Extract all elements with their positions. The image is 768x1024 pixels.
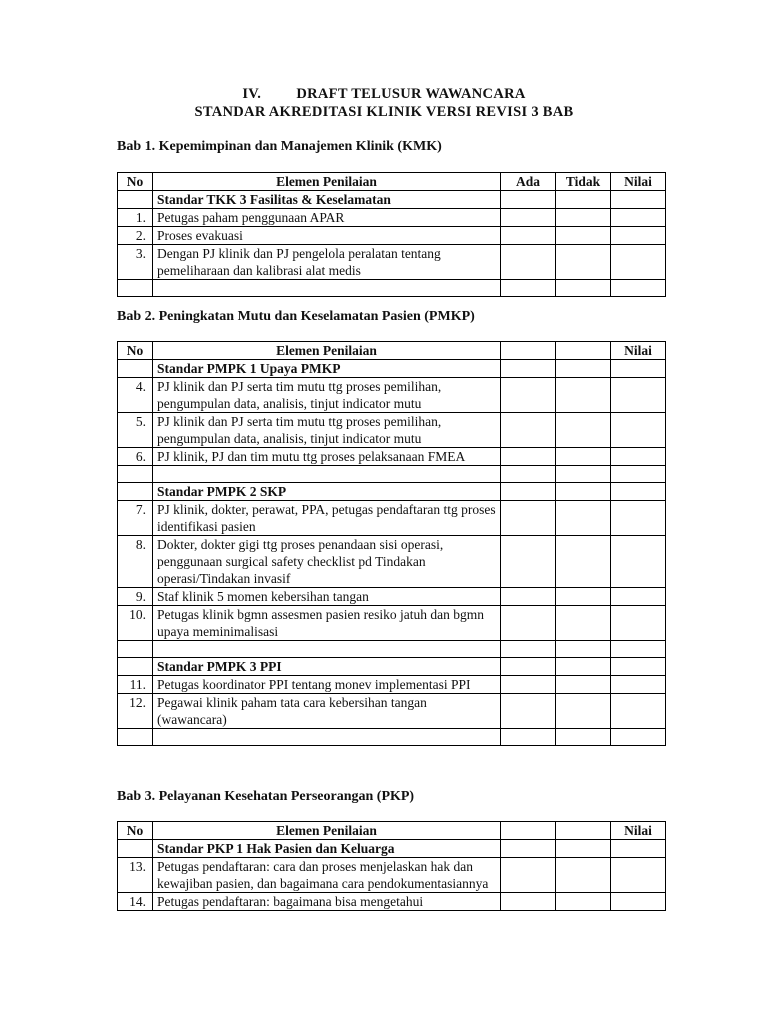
blank-row (118, 280, 666, 297)
row-text: Dokter, dokter gigi ttg proses penandaan sisi operasi, penggunaan surgical safety checklist pd Tindakan operasi/Tindakan invasif (153, 536, 501, 588)
bab1-table (117, 172, 666, 297)
col-nilai-header: Nilai (611, 173, 666, 191)
standard-label: Standar PMPK 3 PPI (153, 658, 501, 676)
nilai-cell[interactable] (611, 209, 666, 227)
table-row (118, 694, 666, 729)
nilai-cell[interactable] (611, 501, 666, 536)
row-number: 7. (118, 501, 153, 536)
row-text: PJ klinik dan PJ serta tim mutu ttg proses pemilihan, pengumpulan data, analisis, tinjut indicator mutu (153, 378, 501, 413)
table-header-row (118, 342, 666, 360)
row-text: PJ klinik dan PJ serta tim mutu ttg proses pemilihan, pengumpulan data, analisis, tinjut indicator mutu (153, 413, 501, 448)
nilai-cell[interactable] (611, 245, 666, 280)
blank-row (118, 466, 666, 483)
standard-label: Standar PMPK 2 SKP (153, 483, 501, 501)
table-header-row (118, 822, 666, 840)
col-no-header: No (118, 173, 153, 191)
row-text: Proses evakuasi (153, 227, 501, 245)
score-cell[interactable] (501, 378, 556, 413)
table-row (118, 448, 666, 466)
nilai-cell[interactable] (611, 536, 666, 588)
row-number: 8. (118, 536, 153, 588)
bab2-table (117, 341, 666, 746)
bab3-table (117, 821, 666, 911)
row-number: 14. (118, 893, 153, 911)
score-cell[interactable] (501, 694, 556, 729)
row-text: Petugas paham penggunaan APAR (153, 209, 501, 227)
tidak-cell[interactable] (556, 209, 611, 227)
score-cell[interactable] (556, 676, 611, 694)
standard-row (118, 483, 666, 501)
standard-row (118, 191, 666, 209)
tidak-cell[interactable] (556, 227, 611, 245)
row-text: Dengan PJ klinik dan PJ pengelola peralatan tentang pemeliharaan dan kalibrasi alat medis (153, 245, 501, 280)
row-number: 4. (118, 378, 153, 413)
score-cell[interactable] (501, 893, 556, 911)
col-blank-header (501, 342, 556, 360)
row-number: 9. (118, 588, 153, 606)
col-blank-header (501, 822, 556, 840)
score-cell[interactable] (556, 413, 611, 448)
score-cell[interactable] (556, 893, 611, 911)
nilai-cell[interactable] (611, 606, 666, 641)
score-cell[interactable] (556, 858, 611, 893)
col-nilai-header: Nilai (611, 342, 666, 360)
table-row (118, 676, 666, 694)
row-number: 2. (118, 227, 153, 245)
score-cell[interactable] (501, 588, 556, 606)
score-cell[interactable] (556, 501, 611, 536)
row-number: 10. (118, 606, 153, 641)
col-no-header: No (118, 342, 153, 360)
document-title (0, 86, 768, 103)
ada-cell[interactable] (501, 227, 556, 245)
col-nilai-header: Nilai (611, 822, 666, 840)
row-number: 6. (118, 448, 153, 466)
row-number: 1. (118, 209, 153, 227)
document-subtitle: STANDAR AKREDITASI KLINIK VERSI REVISI 3 BAB (194, 104, 574, 120)
row-text: PJ klinik, dokter, perawat, PPA, petugas pendaftaran ttg proses identifikasi pasien (153, 501, 501, 536)
score-cell[interactable] (501, 448, 556, 466)
table-header-row (118, 173, 666, 191)
col-blank-header (556, 822, 611, 840)
nilai-cell[interactable] (611, 858, 666, 893)
row-text: PJ klinik, PJ dan tim mutu ttg proses pelaksanaan FMEA (153, 448, 501, 466)
table-row (118, 536, 666, 588)
row-number: 5. (118, 413, 153, 448)
nilai-cell[interactable] (611, 413, 666, 448)
table-row (118, 413, 666, 448)
nilai-cell[interactable] (611, 378, 666, 413)
table-row (118, 893, 666, 911)
score-cell[interactable] (501, 501, 556, 536)
standard-row (118, 840, 666, 858)
row-text: Petugas pendaftaran: bagaimana bisa mengetahui (153, 893, 501, 911)
row-text: Petugas klinik bgmn assesmen pasien resiko jatuh dan bgmn upaya meminimalisasi (153, 606, 501, 641)
score-cell[interactable] (501, 606, 556, 641)
score-cell[interactable] (501, 413, 556, 448)
ada-cell[interactable] (501, 245, 556, 280)
nilai-cell[interactable] (611, 893, 666, 911)
blank-row (118, 729, 666, 746)
col-elemen-header: Elemen Penilaian (153, 173, 501, 191)
bab3-heading: Bab 3. Pelayanan Kesehatan Perseorangan (PKP) (117, 789, 415, 804)
title-text: DRAFT TELUSUR WAWANCARA (296, 86, 526, 102)
table-row (118, 606, 666, 641)
table-row (118, 378, 666, 413)
score-cell[interactable] (556, 606, 611, 641)
score-cell[interactable] (501, 676, 556, 694)
bab2-heading: Bab 2. Peningkatan Mutu dan Keselamatan Pasien (PMKP) (117, 309, 475, 324)
standard-row (118, 360, 666, 378)
table-row (118, 501, 666, 536)
nilai-cell[interactable] (611, 676, 666, 694)
col-tidak-header: Tidak (556, 173, 611, 191)
table-row (118, 858, 666, 893)
table-row (118, 588, 666, 606)
col-no-header: No (118, 822, 153, 840)
row-number: 12. (118, 694, 153, 729)
row-text: Staf klinik 5 momen kebersihan tangan (153, 588, 501, 606)
blank-row (118, 641, 666, 658)
nilai-cell[interactable] (611, 448, 666, 466)
table-row (118, 209, 666, 227)
row-text: Pegawai klinik paham tata cara kebersihan tangan (wawancara) (153, 694, 501, 729)
nilai-cell[interactable] (611, 694, 666, 729)
bab1-heading: Bab 1. Kepemimpinan dan Manajemen Klinik (KMK) (117, 139, 442, 154)
score-cell[interactable] (556, 448, 611, 466)
col-blank-header (556, 342, 611, 360)
nilai-cell[interactable] (611, 227, 666, 245)
standard-label: Standar TKK 3 Fasilitas & Keselamatan (153, 191, 501, 209)
score-cell[interactable] (501, 858, 556, 893)
score-cell[interactable] (556, 378, 611, 413)
score-cell[interactable] (556, 588, 611, 606)
score-cell[interactable] (556, 694, 611, 729)
row-text: Petugas koordinator PPI tentang monev implementasi PPI (153, 676, 501, 694)
standard-label: Standar PKP 1 Hak Pasien dan Keluarga (153, 840, 501, 858)
table-row (118, 245, 666, 280)
standard-row (118, 658, 666, 676)
ada-cell[interactable] (501, 209, 556, 227)
score-cell[interactable] (556, 536, 611, 588)
nilai-cell[interactable] (611, 588, 666, 606)
row-text: Petugas pendaftaran: cara dan proses menjelaskan hak dan kewajiban pasien, dan bagaimana cara pendokumentasiannya (153, 858, 501, 893)
row-number: 13. (118, 858, 153, 893)
table-row (118, 227, 666, 245)
score-cell[interactable] (501, 536, 556, 588)
col-ada-header: Ada (501, 173, 556, 191)
tidak-cell[interactable] (556, 245, 611, 280)
col-elemen-header: Elemen Penilaian (153, 342, 501, 360)
row-number: 11. (118, 676, 153, 694)
col-elemen-header: Elemen Penilaian (153, 822, 501, 840)
row-number: 3. (118, 245, 153, 280)
section-number: IV. (242, 86, 262, 102)
standard-label: Standar PMPK 1 Upaya PMKP (153, 360, 501, 378)
